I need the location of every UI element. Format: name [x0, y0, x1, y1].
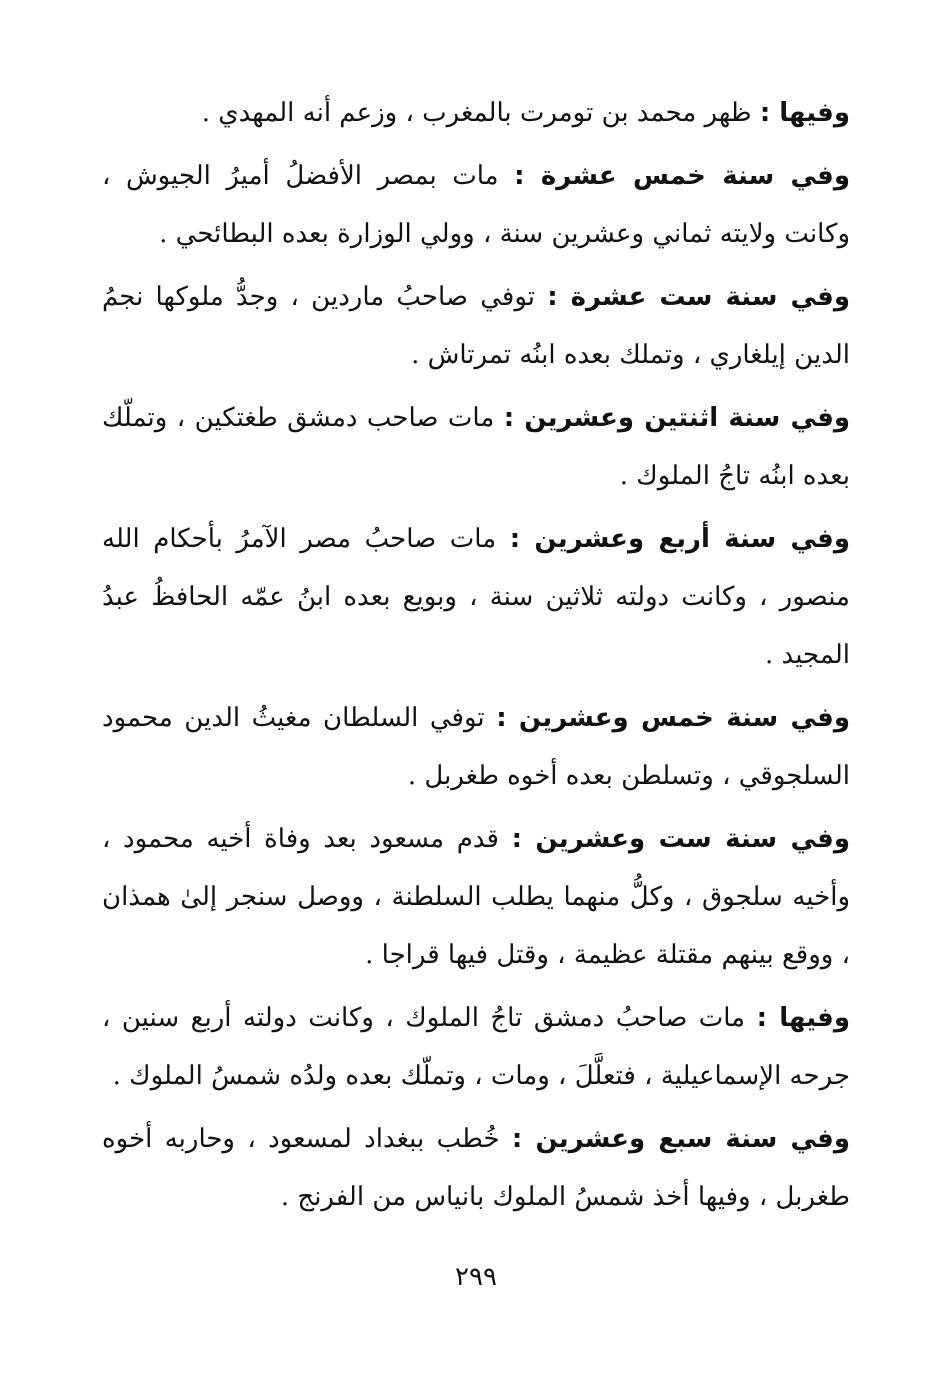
- paragraph-8: [102, 989, 850, 1105]
- paragraph-5: [102, 510, 850, 684]
- paragraph-text: مات بمصر الأفضلُ أميرُ الجيوش ، وكانت ولايته ثماني وعشرين سنة ، وولي الوزارة بعده البطائحي .: [102, 161, 850, 249]
- paragraph-heading: وفي سنة خمس وعشرين :: [496, 703, 850, 733]
- main-text: [102, 84, 850, 1231]
- paragraph-4: [102, 389, 850, 505]
- paragraph-text: قدم مسعود بعد وفاة أخيه محمود ، وأخيه سلجوق ، وكلُّ منهما يطلب السلطنة ، ووصل سنجر إلىٰ همذان ، ووقع بينهم مقتلة عظيمة ، وقتل فيها قراجا .: [102, 824, 850, 970]
- paragraph-heading: وفي سنة اثنتين وعشرين :: [503, 403, 851, 433]
- paragraph-text: توفي السلطان مغيثُ الدين محمود السلجوقي ، وتسلطن بعده أخوه طغربل .: [102, 703, 850, 791]
- paragraph-heading: وفي سنة سبع وعشرين :: [511, 1124, 850, 1154]
- paragraph-3: [102, 268, 850, 384]
- paragraph-text: خُطب ببغداد لمسعود ، وحاربه أخوه طغربل ، وفيها أخذ شمسُ الملوك بانياس من الفرنج .: [102, 1124, 850, 1212]
- paragraph-text: مات صاحبُ مصر الآمرُ بأحكام الله منصور ، وكانت دولته ثلاثين سنة ، وبويع بعده ابنُ عمّه الحافظُ عبدُ المجيد .: [102, 524, 850, 670]
- paragraph-text: مات صاحب دمشق طغتكين ، وتملّك بعده ابنُه تاجُ الملوك .: [102, 403, 850, 491]
- paragraph-9: [102, 1110, 850, 1226]
- paragraph-6: [102, 689, 850, 805]
- page-number: ٢٩٩: [455, 1262, 497, 1292]
- paragraph-heading: وفي سنة خمس عشرة :: [514, 161, 850, 191]
- paragraph-heading: وفيها :: [756, 1003, 850, 1033]
- paragraph-2: [102, 147, 850, 263]
- paragraph-7: [102, 810, 850, 984]
- paragraph-text: توفي صاحبُ ماردين ، وجدُّ ملوكها نجمُ الدين إيلغاري ، وتملك بعده ابنُه تمرتاش .: [102, 282, 850, 370]
- paragraph-text: مات صاحبُ دمشق تاجُ الملوك ، وكانت دولته أربع سنين ، جرحه الإسماعيلية ، فتعلَّلَ ، ومات ، وتملّك بعده ولدُه شمسُ الملوك .: [102, 1003, 850, 1091]
- paragraph-heading: وفيها :: [759, 98, 850, 128]
- paragraph-1: [102, 84, 850, 142]
- paragraph-text: ظهر محمد بن تومرت بالمغرب ، وزعم أنه المهدي .: [201, 98, 760, 128]
- paragraph-heading: وفي سنة أربع وعشرين :: [509, 524, 850, 554]
- paragraph-heading: وفي سنة ست وعشرين :: [511, 824, 850, 854]
- paragraph-heading: وفي سنة ست عشرة :: [547, 282, 850, 312]
